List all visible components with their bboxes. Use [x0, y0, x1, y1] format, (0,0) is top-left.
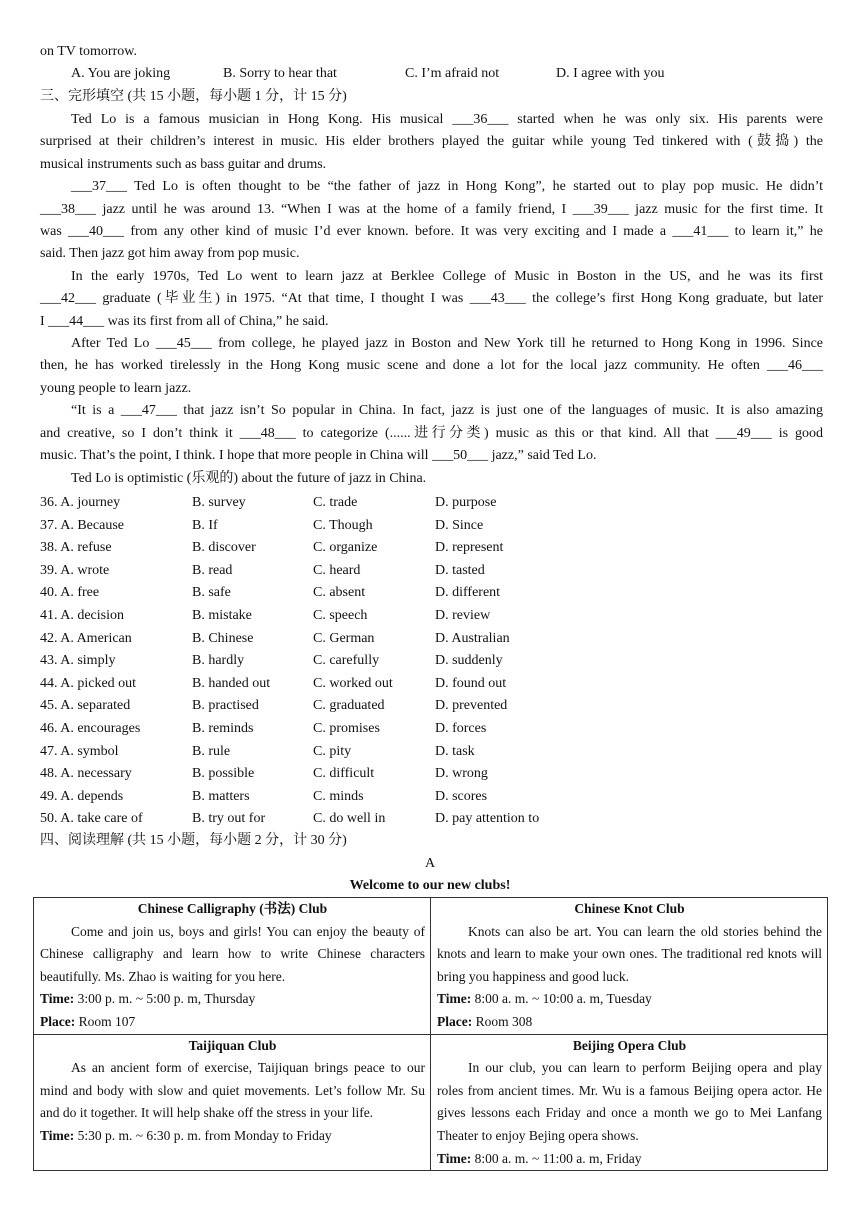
choice-d: D. forces — [435, 720, 487, 736]
paragraph-3 — [40, 266, 823, 333]
club-time: Time: 8:00 a. m. ~ 11:00 a. m, Friday — [437, 1150, 642, 1166]
club-name: Beijing Opera Club — [572, 1037, 687, 1053]
choice-row — [40, 808, 823, 831]
club-description: Come and join us, boys and girls! You can enjoy the beauty of Chinese calligraphy and learn how to write Chinese characters beautifully. Ms. Zhao is waiting for you here. — [40, 923, 425, 984]
choice-b: B. safe — [192, 585, 231, 601]
cloze-choices — [40, 492, 823, 831]
club-name: Taijiquan Club — [188, 1037, 277, 1053]
cloze-passage — [40, 109, 823, 490]
choice-row — [40, 673, 823, 696]
club-description: Knots can also be art. You can learn the old stories behind the knots and learn to make your own ones. The traditional red knots will bring you happiness and good luck. — [437, 923, 822, 984]
choice-b: B. practised — [192, 698, 259, 714]
choice-a: 47. A. symbol — [40, 743, 119, 759]
choice-row — [40, 741, 823, 764]
choice-b: B. possible — [192, 766, 255, 782]
option-b: B. Sorry to hear that — [223, 66, 337, 81]
question-continuation: on TV tomorrow. — [40, 44, 137, 59]
choice-a: 45. A. separated — [40, 698, 131, 714]
choice-b: B. If — [192, 517, 218, 533]
choice-c: C. pity — [313, 743, 352, 759]
passage-line: was ___40___ from any other kind of music I’d ever known. before. It was very exciting and I made a ___41___ to learn it,” he — [40, 224, 823, 240]
choice-b: B. survey — [192, 495, 246, 510]
choice-d: D. scores — [435, 788, 488, 804]
choice-b: B. reminds — [192, 720, 254, 736]
choice-b: B. discover — [192, 540, 256, 556]
paragraph-5 — [40, 400, 823, 467]
choice-a: 43. A. simply — [40, 653, 116, 669]
passage-line: I ___44___ was its first from all of China,” he said. — [40, 313, 329, 329]
part-label: A — [424, 856, 436, 871]
paragraph-2 — [40, 176, 823, 266]
passage-line: said. Then jazz got him away from pop music. — [40, 246, 300, 262]
club-place: Place: Room 107 — [40, 1013, 136, 1029]
choice-a: 37. A. Because — [40, 517, 124, 533]
club-name: Chinese Knot Club — [574, 901, 685, 916]
choice-c: C. organize — [313, 540, 378, 556]
club-time: Time: 5:30 p. m. ~ 6:30 p. m. from Monday to Friday — [40, 1127, 332, 1143]
choice-d: D. suddenly — [435, 653, 503, 669]
club-time: Time: 8:00 a. m. ~ 10:00 a. m, Tuesday — [437, 991, 652, 1007]
choice-a: 41. A. decision — [40, 607, 124, 623]
choice-d: D. Australian — [435, 630, 510, 646]
choice-b: B. handed out — [192, 675, 271, 691]
passage-line: musical instruments such as bass guitar and drums. — [40, 156, 327, 172]
choice-c: C. worked out — [313, 675, 393, 691]
choice-c: C. difficult — [313, 766, 375, 782]
paragraph-4 — [40, 333, 823, 400]
choice-d: D. pay attention to — [435, 811, 540, 827]
club-knot — [431, 898, 828, 1035]
choice-d: D. found out — [435, 675, 507, 691]
option-a: A. You are joking — [71, 66, 171, 81]
choice-row — [40, 537, 823, 560]
passage-line: ___37___ Ted Lo is often thought to be “the father of jazz in Hong Kong”, he started out to play pop music. He didn’t — [71, 179, 823, 195]
club-description: In our club, you can learn to perform Beijing opera and play roles from ancient times. Mr. Wu is a famous Beijing opera actor. He gives lessons each Friday and once a month we go to Mei Lanfang Theater to enjoy Bejing opera shows. — [437, 1060, 822, 1143]
choice-c: C. German — [313, 630, 375, 646]
choice-a: 39. A. wrote — [40, 562, 110, 578]
choice-row — [40, 763, 823, 786]
choice-row — [40, 650, 823, 673]
choice-c: C. speech — [313, 607, 368, 623]
passage-line: young people to learn jazz. — [40, 380, 192, 396]
choice-row — [40, 605, 823, 628]
choice-b: B. read — [192, 562, 233, 578]
choice-d: D. prevented — [435, 698, 508, 714]
passage-line: After Ted Lo ___45___ from college, he played jazz in Boston and New York till he returned to Hong Kong in 1996. Since — [71, 336, 823, 352]
section-4-heading: 四、阅读理解 (共 15 小题，每小题 2 分，计 30 分) — [40, 833, 347, 848]
choice-a: 50. A. take care of — [40, 811, 143, 827]
club-beijing-opera — [431, 1034, 828, 1171]
choice-a: 36. A. journey — [40, 495, 121, 510]
choice-row — [40, 718, 823, 741]
choice-b: B. hardly — [192, 653, 245, 669]
choice-c: C. carefully — [313, 653, 380, 669]
choice-d: D. task — [435, 743, 475, 759]
choice-c: C. heard — [313, 562, 361, 578]
clubs-title: Welcome to our new clubs! — [349, 878, 511, 893]
option-d: D. I agree with you — [556, 66, 665, 81]
choice-row — [40, 695, 823, 718]
passage-line: surprised at their children’s interest in music. His elder brothers played the guitar while young Ted tinkered with (鼓捣) the — [40, 134, 823, 150]
choice-d: D. tasted — [435, 562, 485, 578]
choice-d: D. Since — [435, 517, 484, 533]
choice-a: 38. A. refuse — [40, 540, 112, 556]
choice-a: 46. A. encourages — [40, 720, 141, 736]
club-place: Place: Room 308 — [437, 1013, 533, 1029]
clubs-table — [33, 897, 828, 1171]
choice-b: B. Chinese — [192, 630, 254, 646]
section-3-heading: 三、完形填空 (共 15 小题，每小题 1 分，计 15 分) — [40, 89, 347, 104]
choice-b: B. rule — [192, 743, 231, 759]
choice-d: D. purpose — [435, 495, 497, 510]
choice-c: C. graduated — [313, 698, 385, 714]
passage-line: Ted Lo is a famous musician in Hong Kong. His musical ___36___ started when he was only six. His parents were — [71, 112, 823, 127]
choice-row — [40, 515, 823, 538]
choice-b: B. matters — [192, 788, 250, 804]
choice-c: C. trade — [313, 495, 358, 510]
passage-line: ___42___ graduate (毕业生) in 1975. “At that time, I thought I was ___43___ the college’s first Hong Kong graduate, but later — [40, 291, 823, 307]
choice-a: 42. A. American — [40, 630, 132, 646]
passage-line: then, he has worked tirelessly in the Hong Kong music scene and done a lot for the local jazz community. He often ___46___ — [40, 358, 823, 374]
choice-row — [40, 560, 823, 583]
club-description: As an ancient form of exercise, Taijiquan brings peace to our mind and body with slow and quiet movements. Let’s follow Mr. Su and do it together. It will help shake off the stress in your life. — [40, 1060, 425, 1121]
choice-d: D. wrong — [435, 766, 488, 782]
choice-c: C. absent — [313, 585, 366, 601]
choice-d: D. review — [435, 607, 491, 623]
choice-c: C. do well in — [313, 811, 386, 827]
choice-c: C. promises — [313, 720, 380, 736]
choice-a: 44. A. picked out — [40, 675, 137, 691]
clubs-row — [34, 1034, 828, 1171]
option-c: C. I’m afraid not — [405, 66, 500, 81]
passage-line: “It is a ___47___ that jazz isn’t So popular in China. In fact, jazz is just one of the languages of music. It is also amazing — [71, 403, 823, 419]
choice-b: B. try out for — [192, 811, 266, 827]
passage-line: In the early 1970s, Ted Lo went to learn jazz at Berklee College of Music in Boston in the US, and he was its first — [71, 268, 823, 284]
club-calligraphy — [34, 898, 431, 1035]
choice-row — [40, 628, 823, 651]
choice-d: D. represent — [435, 540, 504, 556]
choice-d: D. different — [435, 585, 501, 601]
clubs-row — [34, 898, 828, 1035]
choice-a: 48. A. necessary — [40, 766, 132, 782]
choice-row — [40, 492, 823, 515]
paragraph-6 — [40, 468, 823, 490]
choice-row — [40, 786, 823, 809]
club-name: Chinese Calligraphy (书法) Club — [137, 901, 328, 916]
choice-c: C. minds — [313, 788, 364, 804]
passage-line: and creative, so I don’t think it ___48___ to categorize (......进行分类) music as this or that kind. All that ___49___ is good — [40, 425, 823, 441]
choice-b: B. mistake — [192, 607, 252, 623]
passage-line: Ted Lo is optimistic (乐观的) about the future of jazz in China. — [71, 470, 427, 486]
paragraph-1 — [40, 109, 823, 176]
choice-a: 49. A. depends — [40, 788, 124, 804]
passage-line: ___38___ jazz until he was around 13. “When I was at the home of a family friend, I ___39___ jazz music for the first time. It — [40, 201, 823, 217]
passage-line: music. That’s the point, I think. I hope that more people in China will ___50___ jazz,” said Ted Lo. — [40, 448, 597, 464]
choice-c: C. Though — [313, 517, 373, 533]
club-taijiquan — [34, 1034, 431, 1171]
club-time: Time: 3:00 p. m. ~ 5:00 p. m, Thursday — [40, 991, 256, 1007]
choice-row — [40, 582, 823, 605]
choice-a: 40. A. free — [40, 585, 100, 601]
